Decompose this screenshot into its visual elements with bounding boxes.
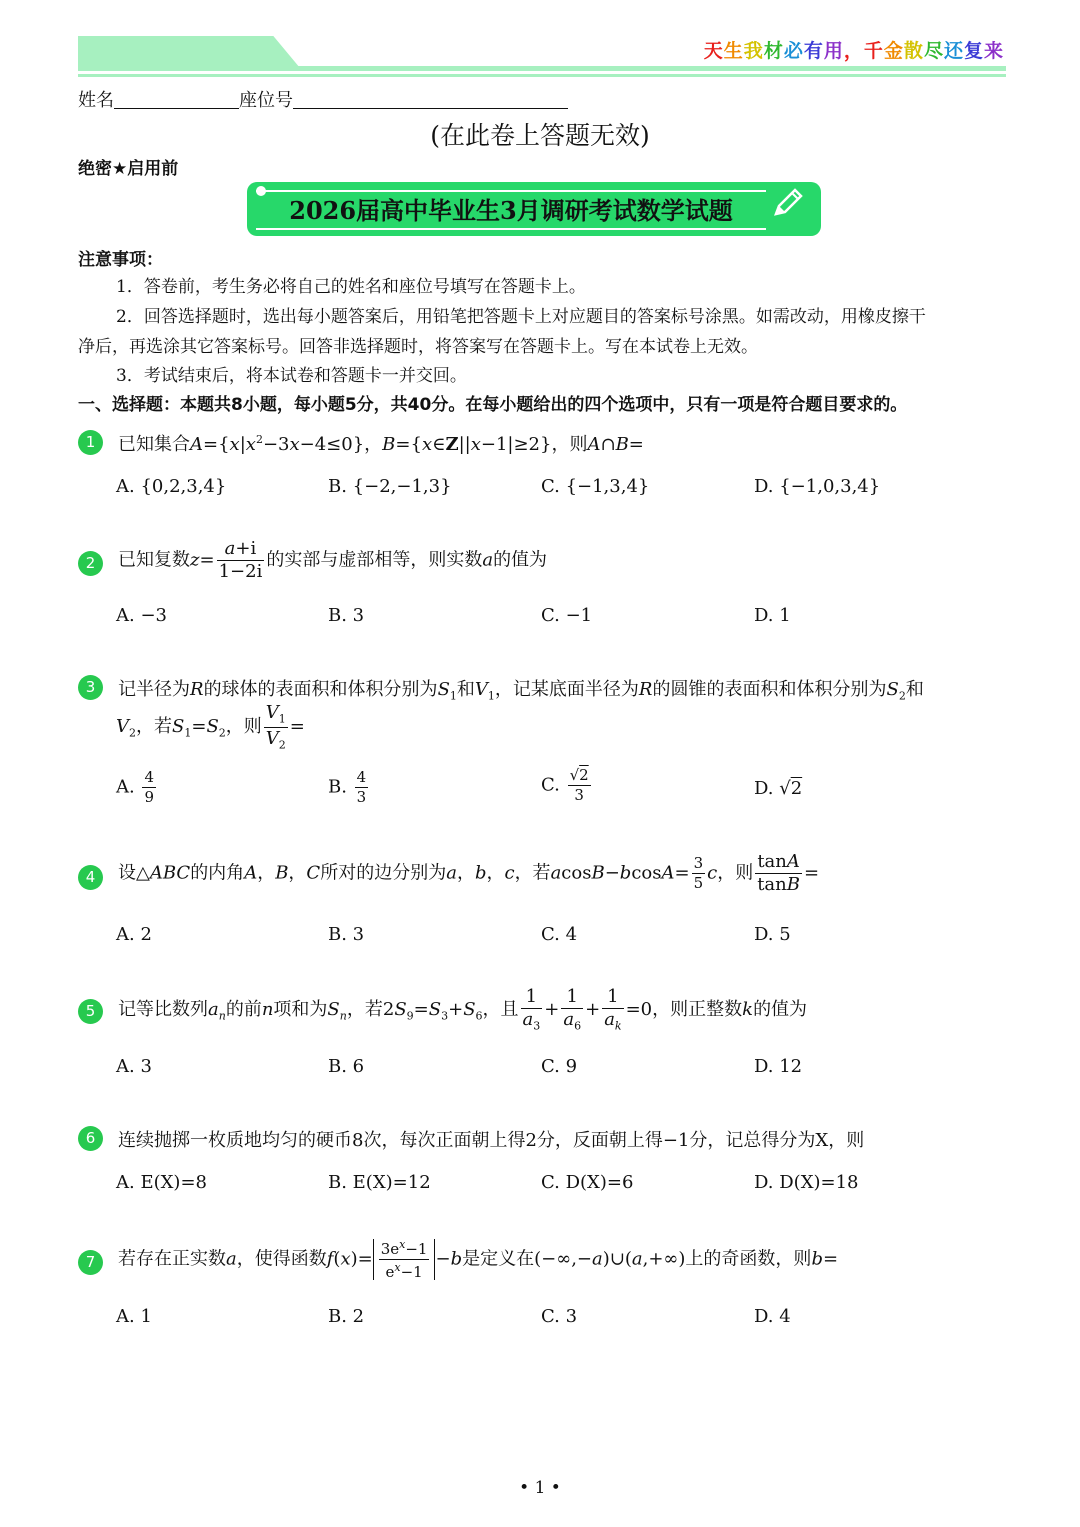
q2-option-b[interactable]: B. 3	[328, 605, 365, 626]
q1-option-a[interactable]: A. {0,2,3,4}	[116, 476, 227, 497]
q5-option-a[interactable]: A. 3	[116, 1056, 152, 1077]
question-number: 6	[78, 1126, 103, 1151]
q4-option-a[interactable]: A. 2	[116, 924, 152, 945]
q6-option-b[interactable]: B. E(X)=12	[328, 1172, 431, 1193]
header-tab-decoration	[78, 36, 300, 68]
invalid-note: (在此卷上答题无效)	[430, 121, 650, 150]
header-rule	[78, 66, 1006, 71]
seat-label: 座位号	[239, 90, 293, 111]
q4-option-c[interactable]: C. 4	[541, 924, 578, 945]
motto-char: 我	[743, 40, 764, 62]
name-blank	[114, 90, 239, 109]
note-2b: 净后，再选涂其它答案标号。回答非选择题时，将答案写在答题卡上。写在本试卷上无效。	[78, 337, 758, 357]
motto-char: ，	[843, 40, 864, 62]
pencil-icon	[768, 184, 806, 222]
motto-char: 金	[883, 40, 904, 62]
motto-char: 生	[723, 40, 744, 62]
q1-option-b[interactable]: B. {−2,−1,3}	[328, 476, 452, 497]
q3-option-b[interactable]: B. $\frac{4}{3}$	[328, 768, 367, 806]
q3-option-c[interactable]: C. $\frac{√2}{3}$	[541, 766, 589, 804]
question-number: 5	[78, 999, 103, 1024]
secret-label: 绝密★启用前	[78, 159, 179, 179]
q6-option-c[interactable]: C. D(X)=6	[541, 1172, 634, 1193]
note-3: 3．考试结束后，将本试卷和答题卡一并交回。	[116, 366, 467, 386]
q4-option-d[interactable]: D. 5	[754, 924, 791, 945]
question-6-text: 连续抛掷一枚质地均匀的硬币8次，每次正面朝上得2分，反面朝上得−1分，记总得分为X，则	[118, 1130, 865, 1151]
motto-char: 散	[903, 40, 924, 62]
q5-option-d[interactable]: D. 12	[754, 1056, 803, 1077]
question-number: 7	[78, 1250, 103, 1275]
question-number: 4	[78, 865, 103, 890]
motto-char: 尽	[923, 40, 944, 62]
motto-char: 天	[703, 40, 724, 62]
notes-title: 注意事项：	[78, 250, 163, 270]
note-2a: 2．回答选择题时，选出每小题答案后，用铅笔把答题卡上对应题目的答案标号涂黑。如需改动，用橡皮擦干	[116, 307, 926, 327]
name-label: 姓名	[78, 90, 114, 111]
question-2-text: 已知复数z= $\frac{a+i}{1-2i}$ 的实部与虚部相等，则实数a的值为	[118, 538, 548, 582]
question-number: 2	[78, 551, 103, 576]
note-1: 1．答卷前，考生务必将自己的姓名和座位号填写在答题卡上。	[116, 277, 586, 297]
seat-blank	[293, 90, 568, 109]
q3-option-d[interactable]: D. √2	[754, 778, 803, 799]
q2-option-a[interactable]: A. −3	[116, 605, 167, 626]
question-3-text-b: $V_2$，若$S_1=S_2$，则 $\frac{V_1}{V_2}$ =	[116, 702, 305, 752]
q4-option-b[interactable]: B. 3	[328, 924, 365, 945]
header-motto	[704, 36, 1004, 63]
question-4-text: 设△ABC的内角A，B，C所对的边分别为a，b，c，若acosB−bcosA= $\frac{3}{5}$ c，则 $\frac{\tan A}{\tan B}$ =	[118, 851, 820, 895]
question-number: 3	[78, 675, 103, 700]
question-1-text: 已知集合$A=\{x|x^2-3x-4\le 0\}$，B={x∈Z||x−1|≥2}，则A∩B=	[118, 433, 644, 455]
section-heading: 一、选择题：本题共8小题，每小题5分，共40分。在每小题给出的四个选项中，只有一项是符合题目要求的。	[78, 395, 908, 415]
q6-option-a[interactable]: A. E(X)=8	[116, 1172, 207, 1193]
q6-option-d[interactable]: D. D(X)=18	[754, 1172, 859, 1193]
motto-char: 千	[863, 40, 884, 62]
motto-char: 有	[803, 40, 824, 62]
exam-title: 2026届高中毕业生3月调研考试数学试题	[289, 196, 733, 225]
q1-option-c[interactable]: C. {−1,3,4}	[541, 476, 650, 497]
q2-option-d[interactable]: D. 1	[754, 605, 791, 626]
question-5-text: 记等比数列$a_n$的前n项和为$S_n$，若$2S_9=S_3+S_6$，且 $\frac{1}{a_3}$ + $\frac{1}{a_6}$ + $\frac{1}{a_k}$ =0，则正整数k的值为	[118, 986, 808, 1033]
q5-option-c[interactable]: C. 9	[541, 1056, 578, 1077]
name-seat-line	[78, 86, 568, 112]
question-7-text: 若存在正实数a，使得函数f(x)= $\frac{3e^x-1}{e^x-1}$ −b是定义在(−∞,−a)∪(a,+∞)上的奇函数，则b=	[118, 1238, 839, 1281]
q2-option-c[interactable]: C. −1	[541, 605, 593, 626]
q3-option-a[interactable]: A. $\frac{4}{9}$	[116, 768, 154, 806]
q7-option-d[interactable]: D. 4	[754, 1306, 791, 1327]
page-number: • 1 •	[519, 1478, 561, 1498]
motto-char: 复	[963, 40, 984, 62]
q5-option-b[interactable]: B. 6	[328, 1056, 365, 1077]
q7-option-c[interactable]: C. 3	[541, 1306, 578, 1327]
question-3-text-a: 记半径为R的球体的表面积和体积分别为$S_1$和$V_1$，记某底面半径为R的圆锥的表面积和体积分别为$S_2$和	[118, 679, 924, 703]
motto-char: 用	[823, 40, 844, 62]
motto-char: 必	[783, 40, 804, 62]
motto-char: 还	[943, 40, 964, 62]
q7-option-a[interactable]: A. 1	[116, 1306, 152, 1327]
q7-option-b[interactable]: B. 2	[328, 1306, 365, 1327]
motto-char: 来	[983, 40, 1004, 62]
q1-option-d[interactable]: D. {−1,0,3,4}	[754, 476, 881, 497]
motto-char: 材	[763, 40, 784, 62]
header-rule-thin	[78, 74, 1006, 77]
question-number: 1	[78, 430, 103, 455]
